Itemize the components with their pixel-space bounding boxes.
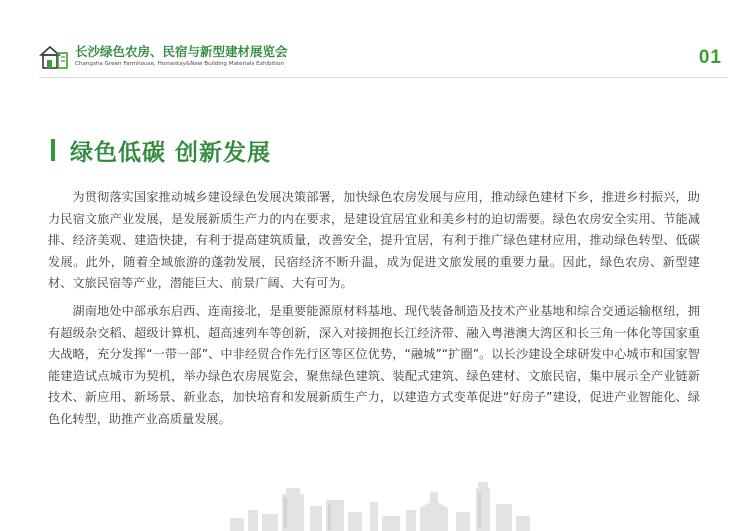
city-skyline-illustration [220, 480, 540, 531]
section-title: 绿色低碳 创新发展 [70, 140, 272, 166]
header-divider [39, 77, 728, 78]
page-number: 01 [698, 47, 722, 68]
body-text [48, 187, 700, 437]
section-title-accent-bar [51, 139, 55, 161]
exhibition-title-cn: 长沙绿色农房、民宿与新型建材展览会 [75, 44, 288, 59]
body-paragraph-1: 为贯彻落实国家推动城乡建设绿色发展决策部署，加快绿色农房发展与应用，推动绿色建材下乡，推进乡村振兴，助力民宿文旅产业发展，是发展新质生产力的内在要求，是建设宜居宜业和美乡村的迫切需要。绿色农房安全实用、节能减排、经济美观、建造快捷，有利于提高建筑质量，改善安全，提升宜居，有利于推广绿色建材应用，推动绿色转型、低碳发展。此外，随着全域旅游的蓬勃发展，民宿经济不断升温，成为促进文旅发展的重要力量。因此，绿色农房、新型建材、文旅民宿等产业，潜能巨大、前景广阔、大有可为。 [48, 190, 700, 291]
house-logo-icon [39, 44, 69, 70]
exhibition-title-en: Changsha Green Farmhouse, Homestay&New Building Materials Exhibition [75, 61, 284, 67]
page-header [0, 0, 750, 80]
body-paragraph-2: 湖南地处中部承东启西、连南接北，是重要能源原材料基地、现代装备制造及技术产业基地和综合交通运输枢纽，拥有超级杂交稻、超级计算机、超高速列车等创新，深入对接拥抱长江经济带、融入粤港澳大湾区和长三角一体化等国家重大战略，充分发挥“一带一部”、中非经贸合作先行区等区位优势，“融城”“扩圈”。以长沙建设全球研发中心城市和国家智能建造试点城市为契机，举办绿色农房展览会，聚焦绿色建筑、装配式建筑、绿色建材、文旅民宿，集中展示全产业链新技术、新应用、新场景、新业态，加快培育和发展新质生产力，以建造方式变革促进“好房子”建设，促进产业智能化、绿色化转型，助推产业高质量发展。 [48, 303, 700, 426]
